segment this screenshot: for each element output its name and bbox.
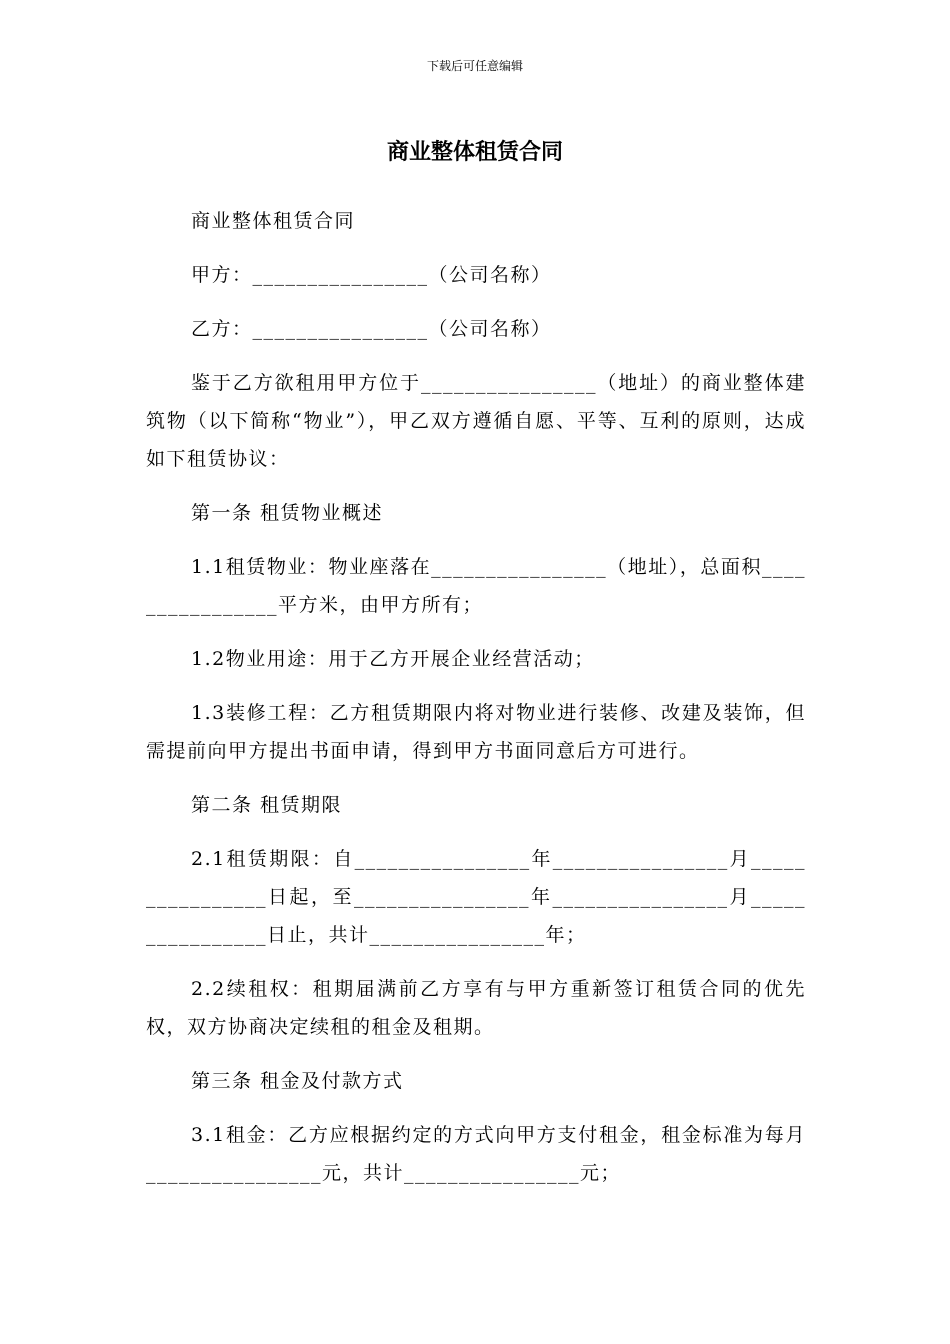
clause-2-2: 2.2续租权：租期届满前乙方享有与甲方重新签订租赁合同的优先权，双方协商决定续租的租金及租期。 <box>146 978 806 1038</box>
clause-2-1: 2.1租赁期限：自________________年________________月________________日起，至________________年________________月________________日止，共计________________年； <box>146 848 806 946</box>
contract-heading: 商业整体租赁合同 <box>191 210 356 232</box>
preamble-paragraph: 鉴于乙方欲租用甲方位于________________（地址）的商业整体建筑物（以下简称“物业”），甲乙双方遵循自愿、平等、互利的原则，达成如下租赁协议： <box>146 372 806 470</box>
document-title: 商业整体租赁合同 <box>386 140 563 165</box>
article-1-heading: 第一条 租赁物业概述 <box>191 502 384 524</box>
party-a-line: 甲方：________________（公司名称） <box>191 264 552 286</box>
clause-1-1: 1.1租赁物业：物业座落在________________（地址），总面积________________平方米，由甲方所有； <box>146 556 806 616</box>
header-note: 下载后可任意编辑 <box>426 59 523 73</box>
clause-3-1: 3.1租金：乙方应根据约定的方式向甲方支付租金，租金标准为每月________________元，共计________________元； <box>146 1124 806 1184</box>
clause-1-2: 1.2物业用途：用于乙方开展企业经营活动； <box>191 648 595 670</box>
article-3-heading: 第三条 租金及付款方式 <box>191 1070 404 1092</box>
party-b-line: 乙方：________________（公司名称） <box>191 318 552 340</box>
clause-1-3: 1.3装修工程：乙方租赁期限内将对物业进行装修、改建及装饰，但需提前向甲方提出书面申请，得到甲方书面同意后方可进行。 <box>146 702 806 762</box>
contract-body <box>146 202 806 1208</box>
article-2-heading: 第二条 租赁期限 <box>191 794 343 816</box>
